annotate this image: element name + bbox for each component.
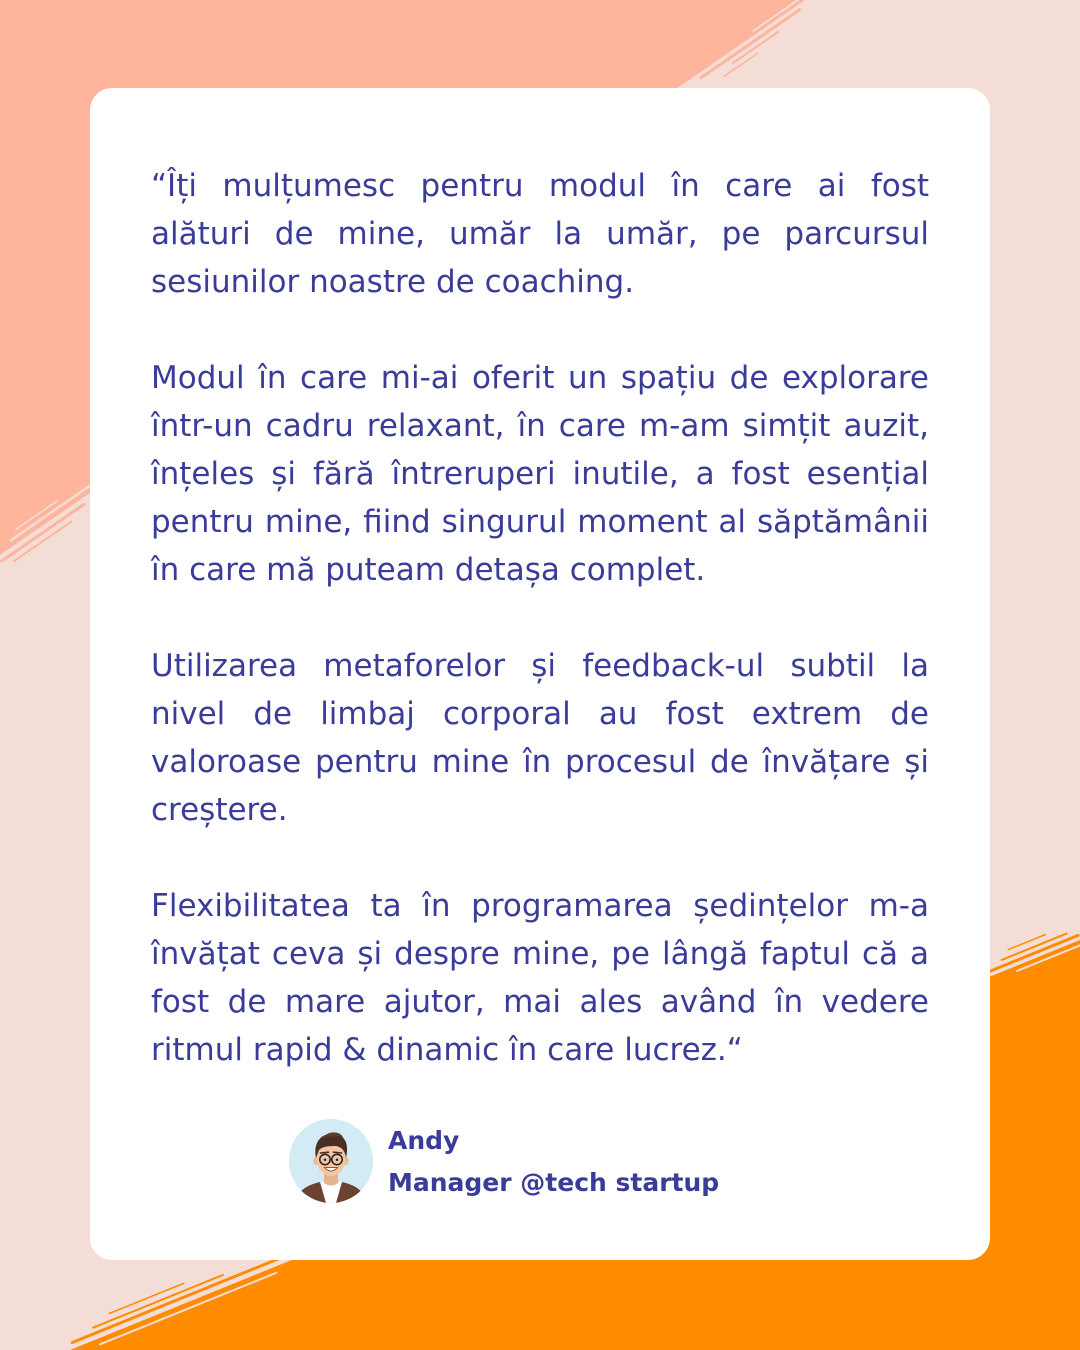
quote-line: în care mă puteam detașa complet. [151, 552, 706, 588]
quote-paragraph [151, 642, 929, 834]
quote-line: Modul în care mi-ai oferit un spațiu de explorare [151, 360, 929, 396]
quote-line: alături de mine, umăr la umăr, pe parcursul [151, 216, 929, 252]
quote-line: fost de mare ajutor, mai ales având în vedere [151, 984, 929, 1020]
quote-line: înțeles și fără întreruperi inutile, a fost esențial [151, 456, 929, 492]
quote-line: sesiunilor noastre de coaching. [151, 264, 635, 300]
quote-paragraph [151, 354, 929, 594]
quote-paragraph [151, 882, 929, 1074]
author-info [388, 1120, 719, 1204]
quote-line: Utilizarea metaforelor și feedback-ul subtil la [151, 648, 929, 684]
quote-line: ritmul rapid & dinamic în care lucrez.“ [151, 1032, 743, 1068]
quote-line: Flexibilitatea ta în programarea ședințelor m-a [151, 888, 929, 924]
author-avatar [289, 1119, 373, 1203]
quote-line: într-un cadru relaxant, în care m-am simțit auzit, [151, 408, 929, 444]
author-name: Andy [388, 1126, 460, 1155]
quote-line: nivel de limbaj corporal au fost extrem de [151, 696, 929, 732]
quote-line: creștere. [151, 792, 288, 828]
quote-line: valoroase pentru mine în procesul de învățare și [151, 744, 929, 780]
author-title: Manager @tech startup [388, 1168, 720, 1197]
quote-line: “Îți mulțumesc pentru modul în care ai fost [151, 168, 929, 204]
testimonial-quote [151, 162, 929, 1074]
quote-line: învățat ceva și despre mine, pe lângă faptul că a [151, 936, 929, 972]
quote-line: pentru mine, fiind singurul moment al săptămânii [151, 504, 929, 540]
quote-paragraph [151, 162, 929, 306]
